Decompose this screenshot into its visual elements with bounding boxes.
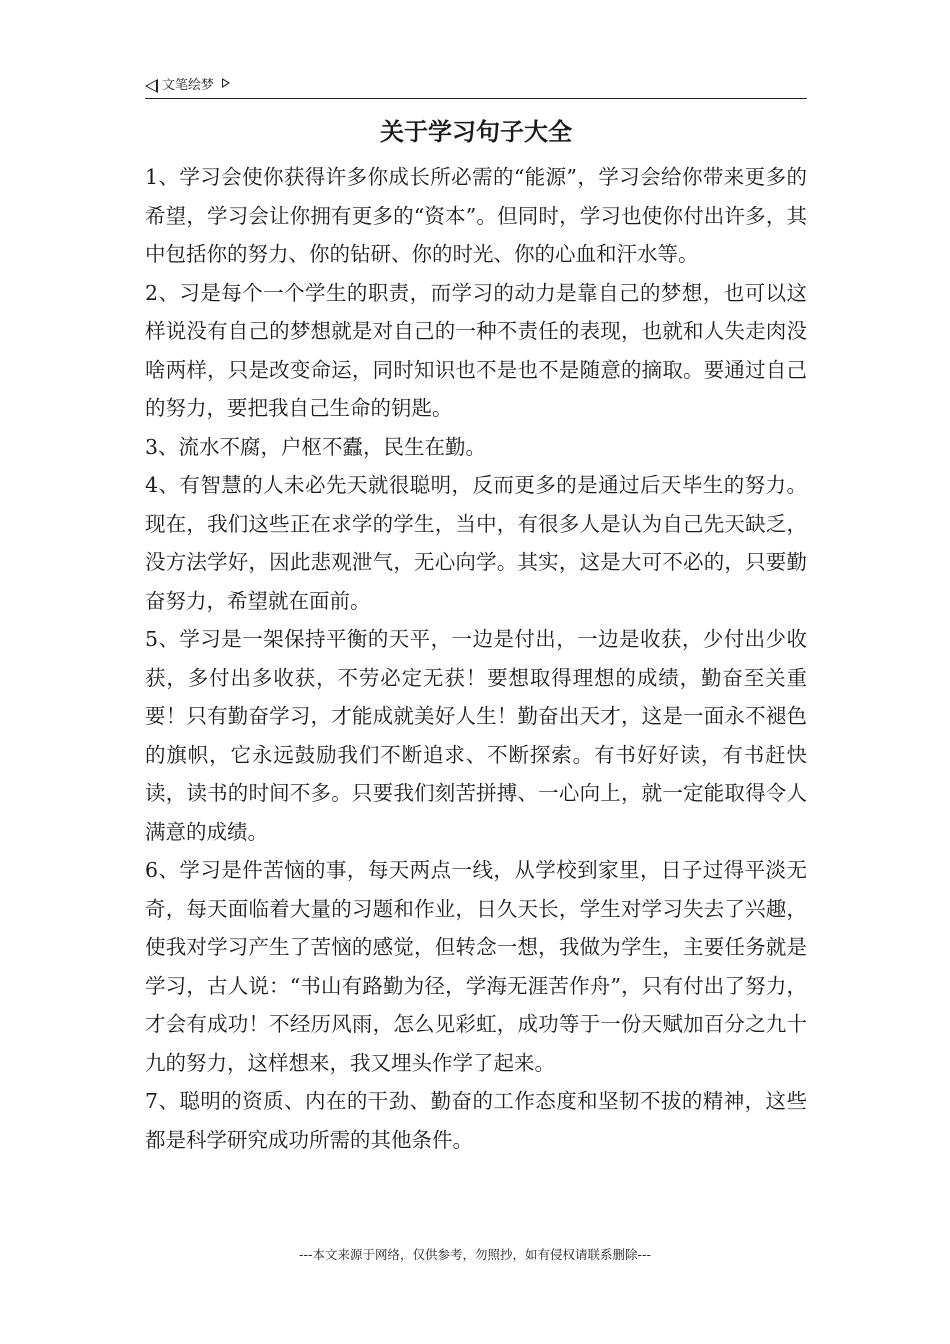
footer-notice: ---本文来源于网络，仅供参考，勿照抄，如有侵权请联系删除--- <box>298 1247 652 1262</box>
paragraph: 7、聪明的资质、内在的干劲、勤奋的工作态度和坚韧不拔的精神，这些都是科学研究成功所需的其他条件。 <box>145 1089 807 1152</box>
document-body <box>145 158 807 1159</box>
paragraph: 1、学习会使你获得许多你成长所必需的“能源”，学习会给你带来更多的希望，学习会让你拥有更多的“资本”。但同时，学习也使你付出许多，其中包括你的努力、你的钻研、你的时光、你的心血和汗水等。 <box>145 165 807 266</box>
paragraph: 3、流水不腐，户枢不蠹，民生在勤。 <box>145 434 487 459</box>
paragraph: 5、学习是一架保持平衡的天平，一边是付出，一边是收获，少付出少收获，多付出多收获，不劳必定无获！要想取得理想的成绩，勤奋至关重要！只有勤奋学习，才能成就美好人生！勤奋出天才，这是一面永不褪色的旗帜，它永远鼓励我们不断追求、不断探索。有书好好读，有书赶快读，读书的时间不多。只要我们刻苦拼搏、一心向上，就一定能取得令人满意的成绩。 <box>145 627 807 844</box>
page-header <box>145 74 807 99</box>
header-brand: 文笔绘梦 <box>162 78 215 93</box>
document-title: 关于学习句子大全 <box>380 118 572 146</box>
paragraph: 4、有智慧的人未必先天就很聪明，反而更多的是通过后天毕生的努力。现在，我们这些正在求学的学生，当中，有很多人是认为自己先天缺乏，没方法学好，因此悲观泄气，无心向学。其实，这是大可不必的，只要勤奋努力，希望就在面前。 <box>145 473 807 613</box>
paragraph: 6、学习是件苦恼的事，每天两点一线，从学校到家里，日子过得平淡无奇，每天面临着大量的习题和作业，日久天长，学生对学习失去了兴趣，使我对学习产生了苦恼的感觉，但转念一想，我做为学生，主要任务就是学习，古人说：“书山有路勤为径，学海无涯苦作舟”，只有付出了努力，才会有成功！不经历风雨，怎么见彩虹，成功等于一份天赋加百分之九十九的努力，这样想来，我又埋头作学了起来。 <box>145 858 807 1075</box>
triangle-right-icon <box>222 78 230 88</box>
paragraph: 2、习是每个一个学生的职责，而学习的动力是靠自己的梦想，也可以这样说没有自己的梦想就是对自己的一种不责任的表现，也就和人失走肉没啥两样，只是改变命运，同时知识也不是也不是随意的摘取。要通过自己的努力，要把我自己生命的钥匙。 <box>145 280 807 420</box>
triangle-left-icon <box>145 79 158 93</box>
